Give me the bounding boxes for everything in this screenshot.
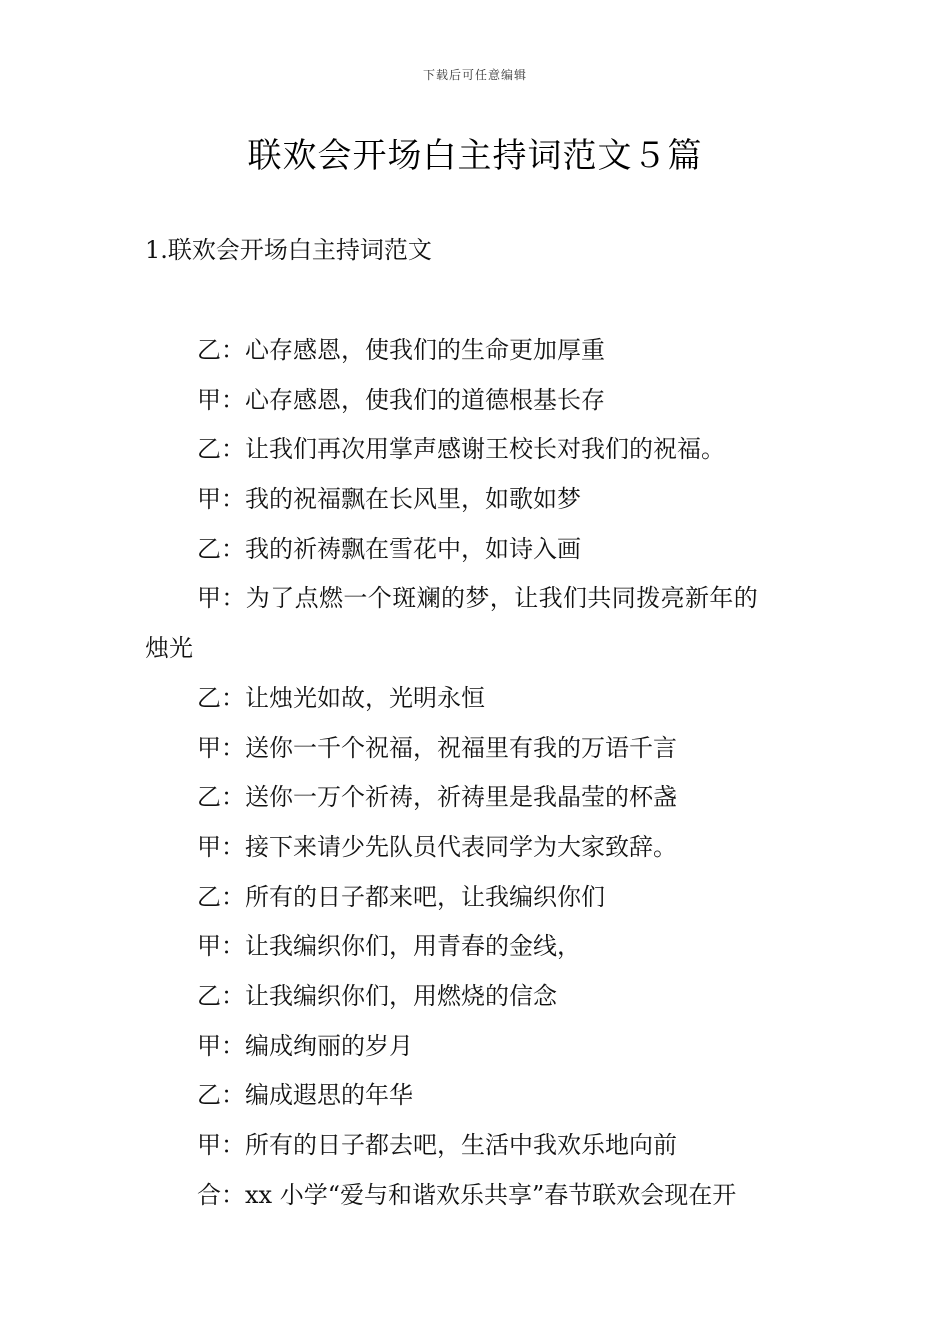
dialogue-line: 乙：我的祈祷飘在雪花中，如诗入画 xyxy=(197,534,581,563)
dialogue-line: 甲：让我编织你们，用青春的金线， xyxy=(197,932,581,961)
dialogue-line: 甲：我的祝福飘在长风里，如歌如梦 xyxy=(197,485,581,514)
dialogue-line: 甲：接下来请少先队员代表同学为大家致辞。 xyxy=(197,832,677,861)
dialogue-line: 甲：送你一千个祝福，祝福里有我的万语千言 xyxy=(197,733,677,762)
section-heading: 1.联欢会开场白主持词范文 xyxy=(145,236,432,264)
dialogue-line-continuation: 烛光 xyxy=(145,634,193,663)
dialogue-line: 乙：心存感恩，使我们的生命更加厚重 xyxy=(197,336,605,364)
dialogue-line: 乙：送你一万个祈祷，祈祷里是我晶莹的杯盏 xyxy=(197,783,677,812)
header-note: 下载后可任意编辑 xyxy=(422,68,527,82)
dialogue-line: 甲：心存感恩，使我们的道德根基长存 xyxy=(197,385,605,414)
dialogue-line: 合：xx 小学“爱与和谐欢乐共享”春节联欢会现在开 xyxy=(197,1180,737,1209)
dialogue-line: 甲：编成绚丽的岁月 xyxy=(197,1031,413,1060)
dialogue-line: 乙：所有的日子都来吧，让我编织你们 xyxy=(197,882,605,911)
dialogue-line: 乙：让我们再次用掌声感谢王校长对我们的祝福。 xyxy=(197,435,725,464)
dialogue-line: 乙：让烛光如故，光明永恒 xyxy=(197,683,485,712)
dialogue-line: 甲：所有的日子都去吧，生活中我欢乐地向前 xyxy=(197,1131,677,1159)
dialogue-line: 乙：编成遐思的年华 xyxy=(197,1081,413,1110)
dialogue-line: 甲：为了点燃一个斑斓的梦，让我们共同拨亮新年的 xyxy=(197,584,759,613)
document-title: 联欢会开场白主持词范文５篇 xyxy=(247,136,703,176)
body-text xyxy=(145,326,810,1220)
dialogue-line: 乙：让我编织你们，用燃烧的信念 xyxy=(197,981,557,1010)
